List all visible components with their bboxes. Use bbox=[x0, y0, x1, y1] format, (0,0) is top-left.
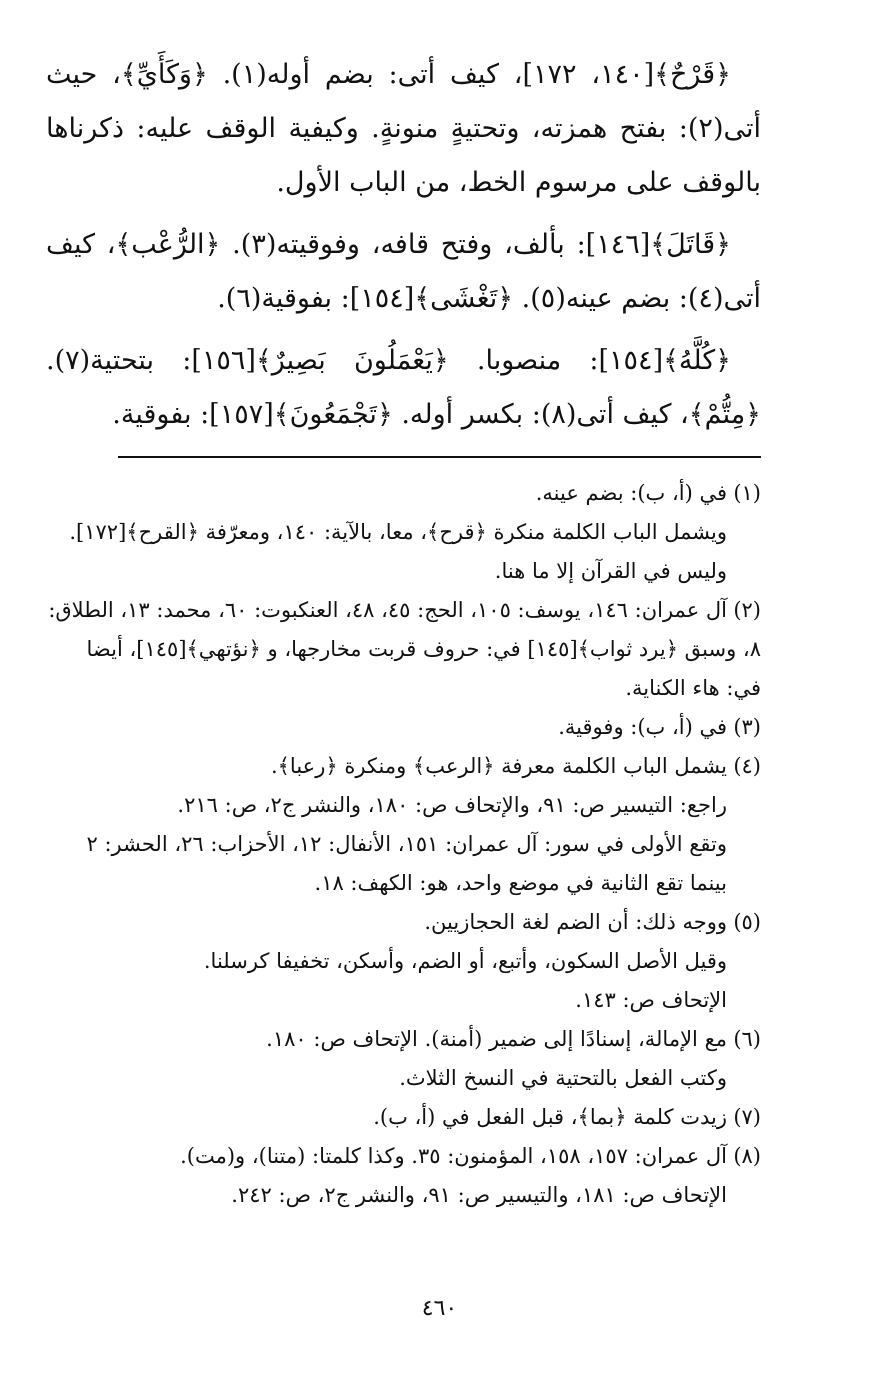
footnote-text: وكتب الفعل بالتحتية في النسخ الثلاث. bbox=[399, 1066, 727, 1090]
footnote-text: آل عمران: ١٤٦، يوسف: ١٠٥، الحج: ٤٥، ٤٨، العنكبوت: ٦٠، محمد: ١٣، الطلاق: ٨، وسبق ﴿يرد ثواب﴾[١٤٥] في: حروف قربت مخارجها، و ﴿نؤتهي﴾[١٤٥]، أيضا في: هاء الكناية. bbox=[48, 598, 761, 700]
footnote-2 bbox=[46, 591, 761, 708]
footnote-6 bbox=[46, 1020, 761, 1098]
footnote-separator bbox=[118, 456, 761, 458]
footnote-number: (٢) bbox=[733, 598, 761, 622]
footnote-3 bbox=[46, 708, 761, 747]
footnote-text: مع الإمالة، إسنادًا إلى ضمير (أمنة). الإتحاف ص: ١٨٠. bbox=[266, 1027, 727, 1051]
footnote-1 bbox=[46, 474, 761, 591]
main-paragraph: ﴿قَاتَلَ﴾[١٤٦]: بألف، وفتح قافه، وفوقيته(٣). ﴿الرُّعْب﴾، كيف أتى(٤): بضم عينه(٥). ﴿تَغْشَى﴾[١٥٤]: بفوقية(٦). bbox=[46, 229, 761, 314]
footnote-number: (٧) bbox=[733, 1105, 761, 1129]
footnote-text: الإتحاف ص: ١٨١، والتيسير ص: ٩١، والنشر ج٢، ص: ٢٤٢. bbox=[231, 1183, 727, 1207]
footnote-8 bbox=[46, 1137, 761, 1215]
footnote-number: (٨) bbox=[733, 1144, 761, 1168]
footnote-text: زيدت كلمة ﴿بما﴾، قبل الفعل في (أ، ب). bbox=[373, 1105, 727, 1129]
footnote-7 bbox=[46, 1098, 761, 1137]
page-number: ٤٦٠ bbox=[421, 1296, 458, 1321]
footnote-number: (٦) bbox=[733, 1027, 761, 1051]
footnote-text: آل عمران: ١٥٧، ١٥٨، المؤمنون: ٣٥. وكذا كلمتا: (متنا)، و(مت). bbox=[180, 1144, 727, 1168]
footnote-number: (٣) bbox=[733, 715, 761, 739]
footnote-text: وقيل الأصل السكون، وأتبع، أو الضم، وأسكن، تخفيفا كرسلنا. bbox=[203, 949, 727, 973]
footnote-5 bbox=[46, 903, 761, 1020]
footnote-text: وتقع الأولى في سور: آل عمران: ١٥١، الأنفال: ١٢، الأحزاب: ٢٦، الحشر: ٢ بينما تقع الثانية في موضع واحد، هو: الكهف: ١٨. bbox=[86, 832, 727, 895]
footnote-text: ووجه ذلك: أن الضم لغة الحجازيين. bbox=[424, 910, 727, 934]
footnote-text: يشمل الباب الكلمة معرفة ﴿الرعب﴾ ومنكرة ﴿رعبا﴾. bbox=[270, 754, 727, 778]
footnote-text: ويشمل الباب الكلمة منكرة ﴿قرح﴾، معا، بالآية: ١٤٠، ومعرّفة ﴿القرح﴾[١٧٢]. وليس في القرآن إلا ما هنا. bbox=[69, 520, 727, 583]
footnote-number: (٥) bbox=[733, 910, 761, 934]
main-paragraph: ﴿قَرْحٌ﴾[١٤٠، ١٧٢]، كيف أتى: بضم أوله(١). ﴿وَكَأَيِّ﴾، حيث أتى(٢): بفتح همزته، وتحتيةٍ منونةٍ. وكيفية الوقف عليه: ذكرناها بالوقف على مرسوم الخط، من الباب الأول. bbox=[46, 59, 761, 198]
footnote-text: في (أ، ب): وفوقية. bbox=[558, 715, 727, 739]
footnote-number: (١) bbox=[733, 481, 761, 505]
footnote-text: في (أ، ب): بضم عينه. bbox=[535, 481, 727, 505]
main-text bbox=[46, 48, 761, 450]
footnote-text: راجع: التيسير ص: ٩١، والإتحاف ص: ١٨٠، والنشر ج٢، ص: ٢١٦. bbox=[177, 793, 727, 817]
main-paragraph: ﴿كُلَّهُ﴾[١٥٤]: منصوبا. ﴿يَعْمَلُونَ بَصِيرٌ﴾[١٥٦]: بتحتية(٧). ﴿مِتُّمْ﴾، كيف أتى(٨): بكسر أوله. ﴿تَجْمَعُونَ﴾[١٥٧]: بفوقية. bbox=[46, 345, 761, 430]
footnote-number: (٤) bbox=[733, 754, 761, 778]
footnotes bbox=[46, 474, 761, 1215]
footnote-4 bbox=[46, 747, 761, 903]
footnote-text: الإتحاف ص: ١٤٣. bbox=[575, 988, 727, 1012]
